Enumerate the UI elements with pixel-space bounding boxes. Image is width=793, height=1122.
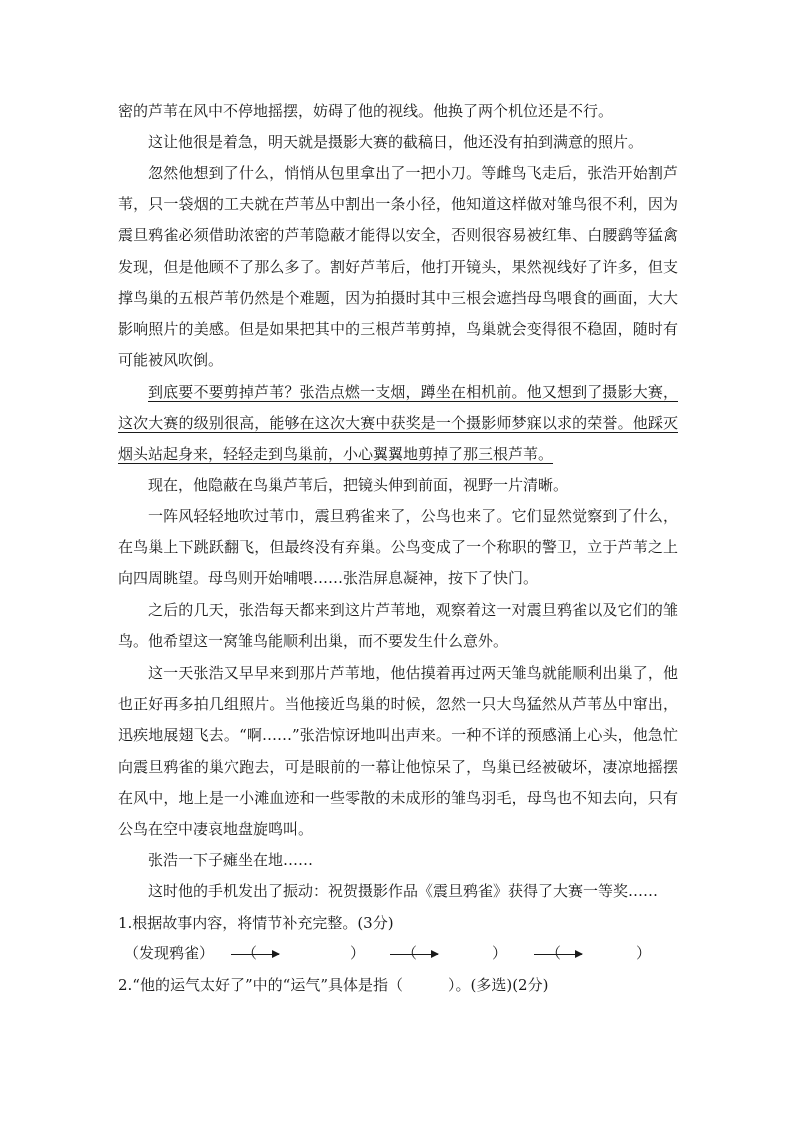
story-paragraph-5: 现在，他隐蔽在鸟巢芦苇后，把镜头伸到前面，视野一片清晰。	[148, 476, 569, 494]
story-paragraph-10: 这时他的手机发出了振动：祝贺摄影作品《震旦鸦雀》获得了大赛一等奖……	[148, 882, 659, 900]
story-paragraph-4-underlined: 到底要不要剪掉芦苇？张浩点燃一支烟，蹲坐在相机前。他又想到了摄影大赛，这次大赛的级别很高，能够在这次大赛中获奖是一个摄影师梦寐以求的荣誉。他踩灭烟头站起身来，轻轻走到鸟巢前，小心翼翼地剪掉了那三根芦苇。	[118, 383, 678, 464]
story-paragraph-9: 张浩一下子瘫坐在地……	[148, 851, 314, 869]
blank-3-open[interactable]: （	[546, 944, 562, 962]
question-1: 1.根据故事内容，将情节补充完整。(3分)	[118, 914, 394, 932]
plot-start-label: （发现鸦雀）	[124, 944, 215, 962]
blank-1-open[interactable]: （	[242, 944, 258, 962]
blank-3-close: ）	[636, 944, 652, 962]
blank-2-open[interactable]: （	[402, 944, 418, 962]
blank-1-close: ）	[350, 944, 366, 962]
story-paragraph-2: 这让他很是着急，明天就是摄影大赛的截稿日，他还没有拍到满意的照片。	[148, 133, 644, 151]
question-2: 2.“他的运气太好了”中的“运气”具体是指（ ）。(多选)(2分)	[118, 976, 549, 994]
story-paragraph-6: 一阵风轻轻地吹过苇巾，震旦鸦雀来了，公鸟也来了。它们显然觉察到了什么，在鸟巢上下跳跃翻飞，但最终没有弃巢。公鸟变成了一个称职的警卫，立于芦苇之上向四周眺望。母鸟则开始哺喂……张浩屏息凝神，按下了快门。	[118, 507, 678, 588]
story-paragraph-8: 这一天张浩又早早来到那片芦苇地，他估摸着再过两天雏鸟就能顺利出巢了，他也正好再多拍几组照片。当他接近鸟巢的时候，忽然一只大鸟猛然从芦苇丛中窜出，迅疾地展翅飞去。“啊……”张浩惊讶地叫出声来。一种不详的预感涌上心头，他急忙向震旦鸦雀的巢穴跑去，可是眼前的一幕让他惊呆了，鸟巢已经被破坏，凄凉地摇摆在风中，地上是一小滩血迹和一些零散的未成形的雏鸟羽毛，母鸟也不知去向，只有公鸟在空中凄哀地盘旋鸣叫。	[118, 664, 678, 839]
plot-chain	[124, 940, 664, 968]
blank-2-close: ）	[492, 944, 508, 962]
story-paragraph-1: 密的芦苇在风中不停地摇摆，妨碍了他的视线。他换了两个机位还是不行。	[118, 102, 614, 120]
story-paragraph-3: 忽然他想到了什么，悄悄从包里拿出了一把小刀。等雌鸟飞走后，张浩开始割芦苇，只一袋烟的工夫就在芦苇丛中割出一条小径，他知道这样做对雏鸟很不利，因为震旦鸦雀必须借助浓密的芦苇隐蔽才能得以安全，否则很容易被红隼、白腰鹞等猛禽发现，但是他顾不了那么多了。割好芦苇后，他打开镜头，果然视线好了许多，但支撑鸟巢的五根芦苇仍然是个难题，因为拍摄时其中三根会遮挡母鸟喂食的画面，大大影响照片的美感。但是如果把其中的三根芦苇剪掉，鸟巢就会变得很不稳固，随时有可能被风吹倒。	[118, 164, 678, 370]
story-paragraph-7: 之后的几天，张浩每天都来到这片芦苇地，观察着这一对震旦鸦雀以及它们的雏鸟。他希望这一窝雏鸟能顺利出巢，而不要发生什么意外。	[118, 601, 678, 651]
